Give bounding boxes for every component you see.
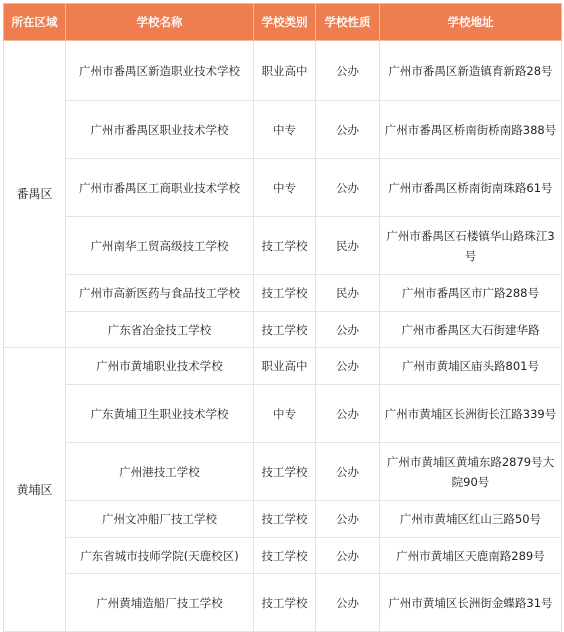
school-nature-cell: 公办 [316, 312, 380, 348]
header-name: 学校名称 [66, 4, 254, 41]
school-address-cell: 广州市黄埔区红山三路50号 [380, 501, 562, 538]
table-row [4, 275, 562, 312]
school-type-cell: 中专 [254, 101, 316, 159]
school-type-cell: 职业高中 [254, 348, 316, 385]
header-area: 所在区域 [4, 4, 66, 41]
school-type-cell: 职业高中 [254, 41, 316, 101]
school-address-cell: 广州市番禺区新造镇育新路28号 [380, 41, 562, 101]
school-address-cell: 广州市番禺区市广路288号 [380, 275, 562, 312]
school-address-cell: 广州市黄埔区天鹿南路289号 [380, 538, 562, 574]
school-address-cell: 广州市黄埔区黄埔东路2879号大院90号 [380, 443, 562, 501]
school-nature-cell: 公办 [316, 501, 380, 538]
school-name-cell: 广东省冶金技工学校 [66, 312, 254, 348]
header-address: 学校地址 [380, 4, 562, 41]
school-name-cell: 广州市高新医药与食品技工学校 [66, 275, 254, 312]
school-nature-cell: 公办 [316, 159, 380, 217]
school-name-cell: 广东黄埔卫生职业技术学校 [66, 385, 254, 443]
school-name-cell: 广州市番禺区职业技术学校 [66, 101, 254, 159]
school-nature-cell: 公办 [316, 574, 380, 632]
school-address-cell: 广州市黄埔区庙头路801号 [380, 348, 562, 385]
table-row [4, 41, 562, 101]
school-name-cell: 广州文冲船厂技工学校 [66, 501, 254, 538]
school-address-cell: 广州市黄埔区长洲街金蝶路31号 [380, 574, 562, 632]
school-nature-cell: 公办 [316, 443, 380, 501]
table-row [4, 217, 562, 275]
school-name-cell: 广州市番禺区工商职业技术学校 [66, 159, 254, 217]
school-nature-cell: 民办 [316, 217, 380, 275]
table-row [4, 501, 562, 538]
school-address-cell: 广州市番禺区桥南街桥南路388号 [380, 101, 562, 159]
area-cell: 黄埔区 [4, 348, 66, 632]
school-nature-cell: 民办 [316, 275, 380, 312]
school-type-cell: 中专 [254, 159, 316, 217]
school-type-cell: 技工学校 [254, 501, 316, 538]
school-nature-cell: 公办 [316, 385, 380, 443]
school-type-cell: 技工学校 [254, 275, 316, 312]
school-name-cell: 广州市黄埔职业技术学校 [66, 348, 254, 385]
school-address-cell: 广州市番禺区石楼镇华山路珠江3号 [380, 217, 562, 275]
school-type-cell: 中专 [254, 385, 316, 443]
school-name-cell: 广州港技工学校 [66, 443, 254, 501]
school-type-cell: 技工学校 [254, 443, 316, 501]
school-type-cell: 技工学校 [254, 312, 316, 348]
schools-table [3, 3, 562, 632]
school-address-cell: 广州市番禺区桥南街南珠路61号 [380, 159, 562, 217]
table-row [4, 385, 562, 443]
school-type-cell: 技工学校 [254, 574, 316, 632]
table-row [4, 101, 562, 159]
school-name-cell: 广州南华工贸高级技工学校 [66, 217, 254, 275]
header-nature: 学校性质 [316, 4, 380, 41]
school-name-cell: 广东省城市技师学院(天鹿校区) [66, 538, 254, 574]
table-row [4, 159, 562, 217]
table-row [4, 443, 562, 501]
table-body [4, 41, 562, 632]
school-nature-cell: 公办 [316, 41, 380, 101]
table-row [4, 538, 562, 574]
table-row [4, 348, 562, 385]
header-row [4, 4, 562, 41]
school-nature-cell: 公办 [316, 348, 380, 385]
area-cell: 番禺区 [4, 41, 66, 348]
table-row [4, 574, 562, 632]
school-name-cell: 广州市番禺区新造职业技术学校 [66, 41, 254, 101]
school-name-cell: 广州黄埔造船厂技工学校 [66, 574, 254, 632]
header-type: 学校类别 [254, 4, 316, 41]
school-address-cell: 广州市番禺区大石街建华路 [380, 312, 562, 348]
school-nature-cell: 公办 [316, 101, 380, 159]
school-nature-cell: 公办 [316, 538, 380, 574]
school-type-cell: 技工学校 [254, 538, 316, 574]
school-type-cell: 技工学校 [254, 217, 316, 275]
school-address-cell: 广州市黄埔区长洲街长江路339号 [380, 385, 562, 443]
table-row [4, 312, 562, 348]
